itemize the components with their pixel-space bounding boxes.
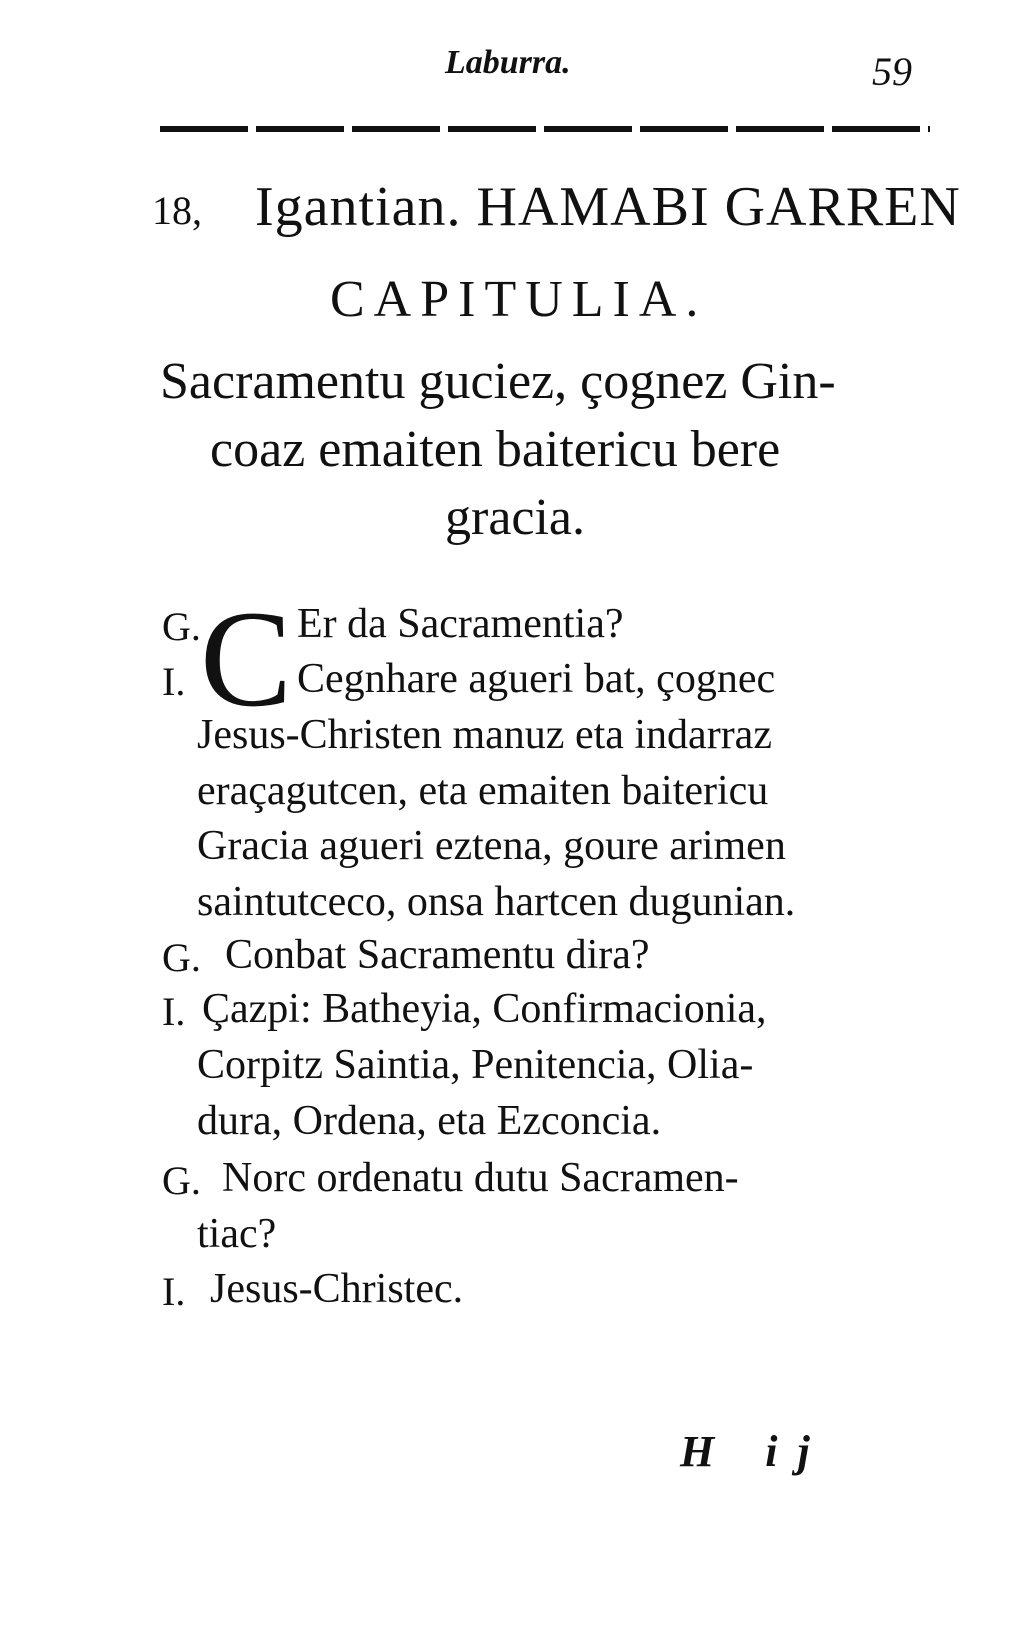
drop-cap: C bbox=[200, 582, 293, 735]
chapter-title-line-2: CAPITULIA. bbox=[330, 271, 708, 328]
body-line: Cegnhare agueri bat, çognec bbox=[297, 656, 776, 702]
body-line: Er da Sacramentia? bbox=[297, 601, 624, 647]
body-line: Jesus-Christec. bbox=[210, 1266, 464, 1312]
speaker-label: I. bbox=[162, 1269, 186, 1314]
speaker-label: G. bbox=[162, 604, 201, 649]
body-line: tiac? bbox=[197, 1211, 277, 1257]
body-line: Jesus-Christen manuz eta indarraz bbox=[197, 712, 772, 758]
body-line: Gracia agueri eztena, goure arimen bbox=[197, 823, 786, 869]
page-number: 59 bbox=[872, 49, 912, 94]
chapter-number: 18, bbox=[152, 188, 202, 233]
body-line: eraçagutcen, eta emaiten baitericu bbox=[197, 768, 769, 814]
body-line: dura, Ordena, eta Ezconcia. bbox=[197, 1098, 662, 1144]
chapter-title-line-1: Igantian. HAMABI GARREN bbox=[255, 176, 961, 238]
body-line: Norc ordenatu dutu Sacramen- bbox=[222, 1155, 739, 1201]
body-line: saintutceco, onsa hartcen dugunian. bbox=[197, 879, 796, 925]
header-rule bbox=[160, 126, 930, 132]
speaker-label: G. bbox=[162, 1158, 201, 1203]
body-line: Conbat Sacramentu dira? bbox=[225, 932, 650, 978]
signature-mark: H ij bbox=[680, 1427, 830, 1476]
speaker-label: I. bbox=[162, 989, 186, 1034]
body-line: Corpitz Saintia, Penitencia, Olia- bbox=[197, 1042, 754, 1088]
speaker-label: G. bbox=[162, 935, 201, 980]
chapter-subtitle-line-3: gracia. bbox=[445, 489, 586, 546]
chapter-subtitle-line-1: Sacramentu guciez, çognez Gin- bbox=[160, 353, 836, 410]
chapter-subtitle-line-2: coaz emaiten baitericu bere bbox=[210, 421, 781, 478]
body-line: Çazpi: Batheyia, Confirmacionia, bbox=[202, 986, 767, 1032]
running-title: Laburra. bbox=[445, 44, 571, 81]
speaker-label: I. bbox=[162, 659, 186, 704]
